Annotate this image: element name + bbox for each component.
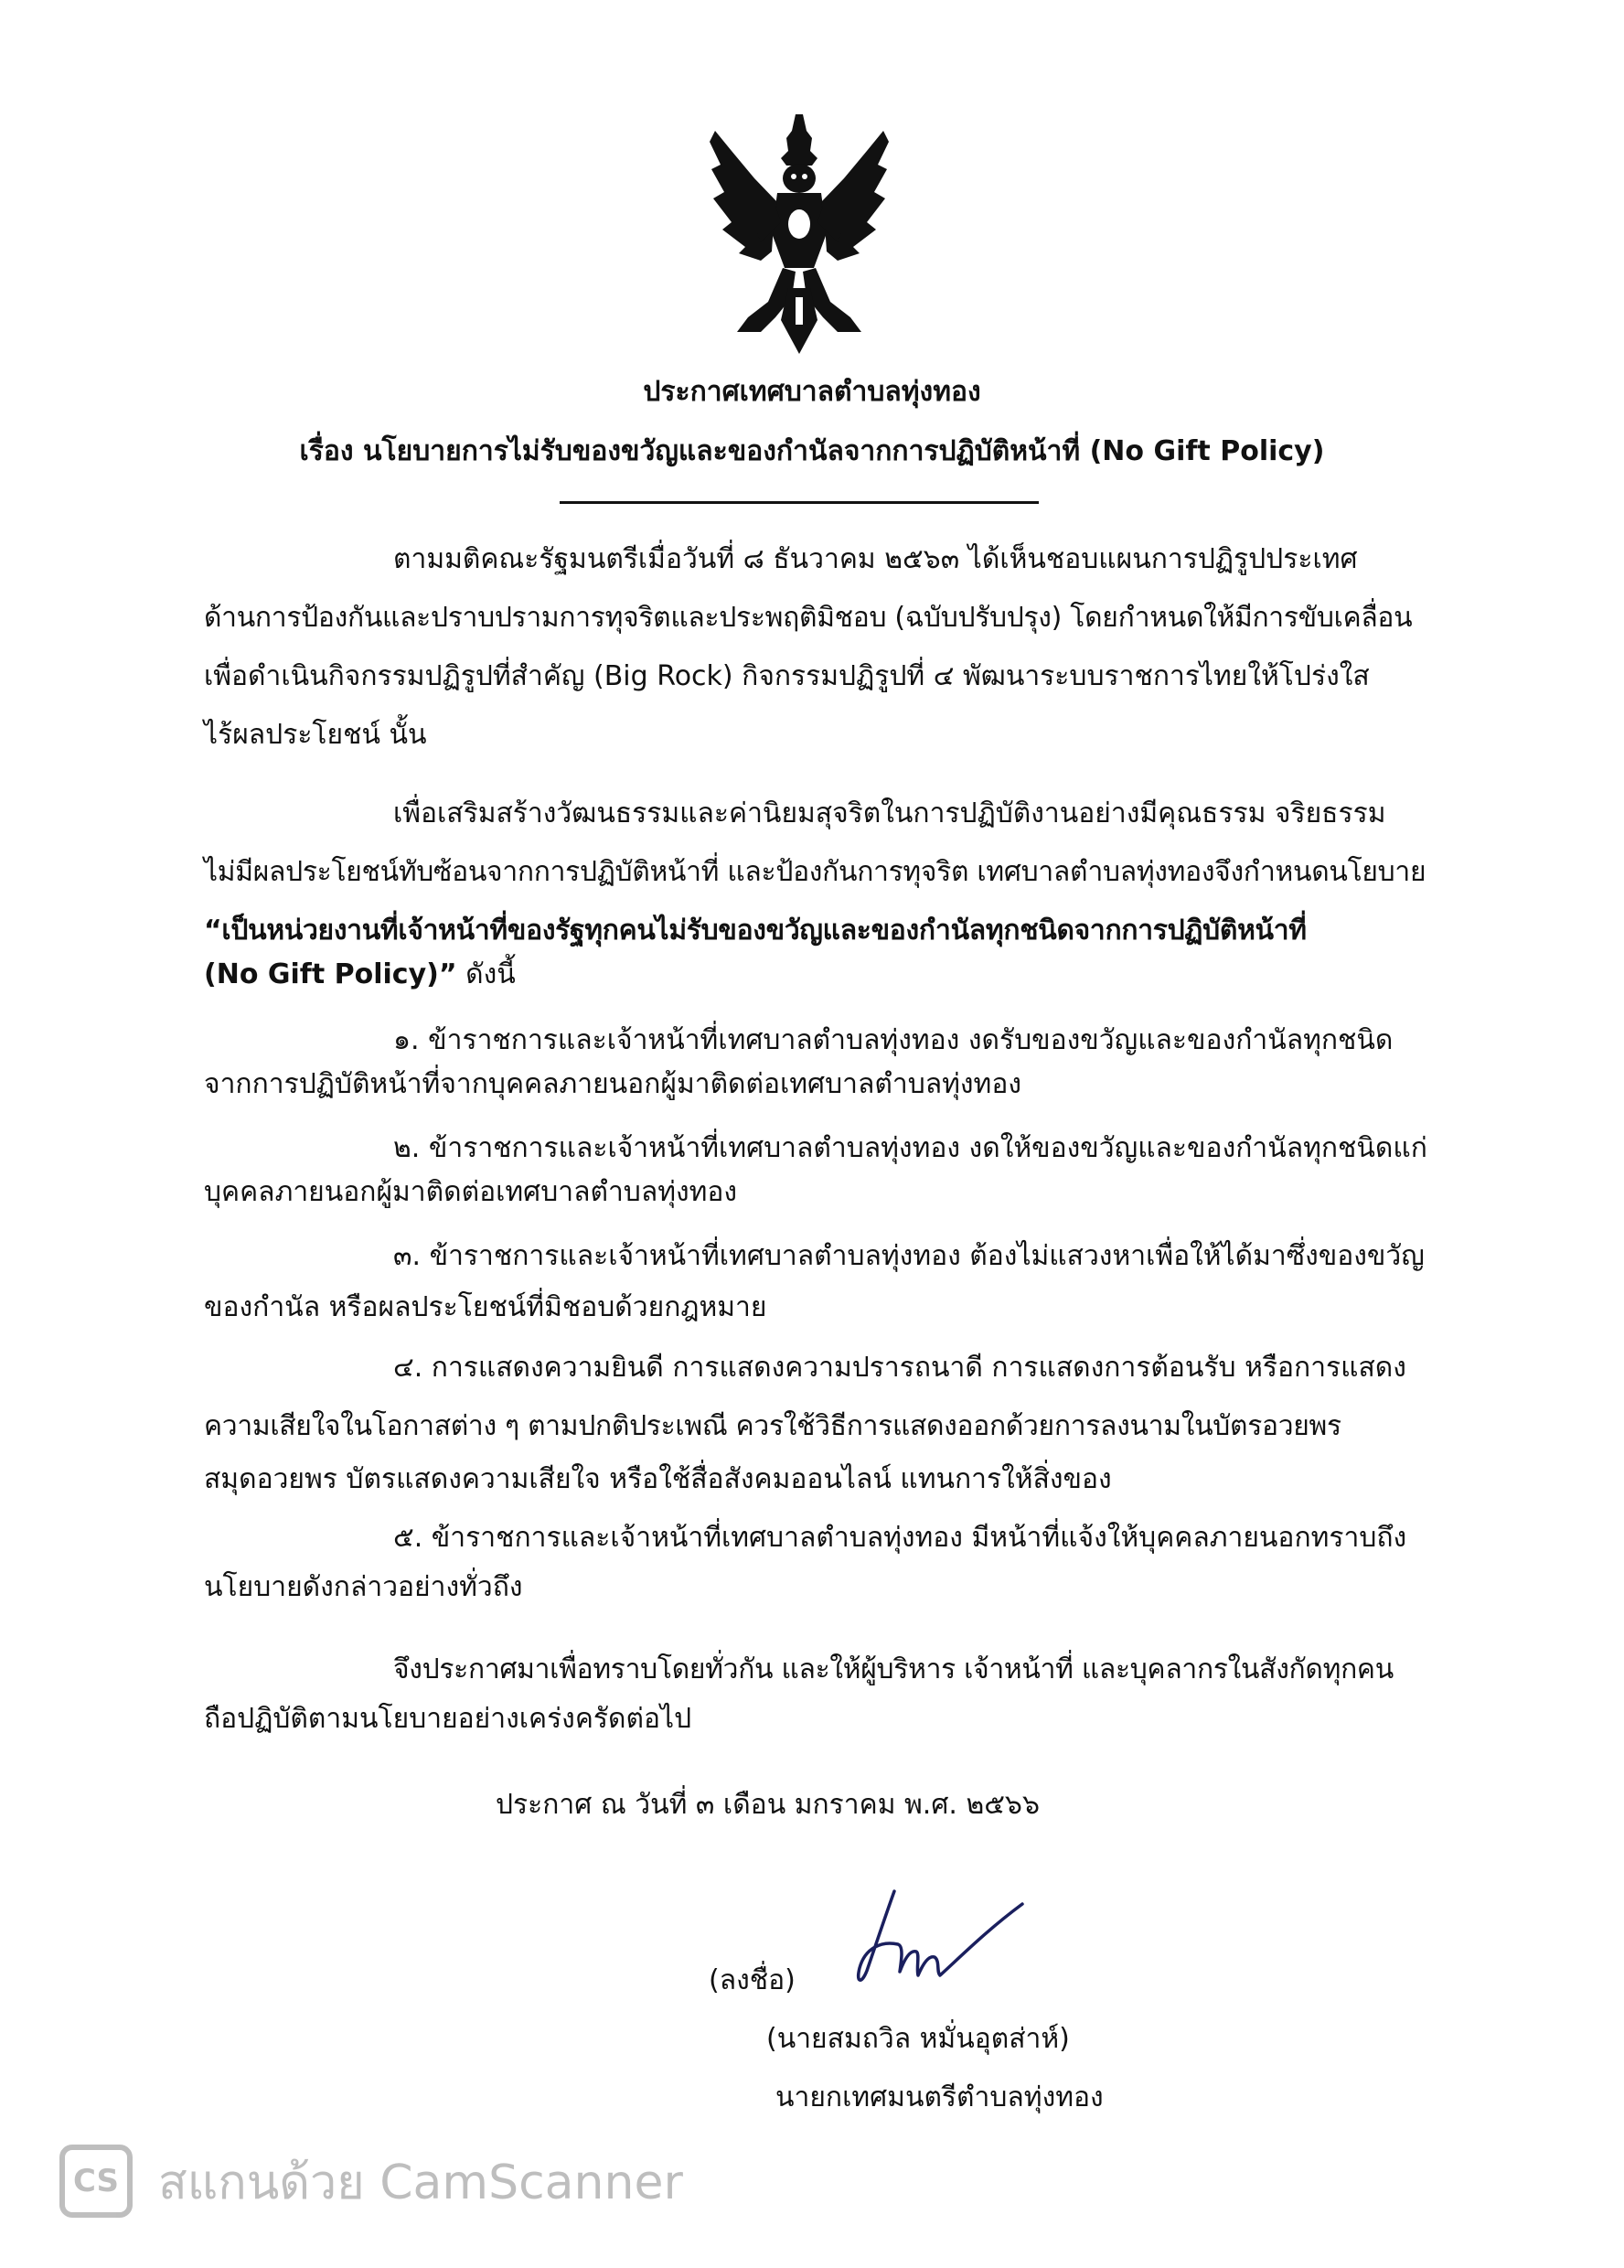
title-divider bbox=[560, 501, 1039, 504]
paragraph1-line3: เพื่อดำเนินกิจกรรมปฏิรูปที่สำคัญ (Big Rock) กิจกรรมปฏิรูปที่ ๔ พัฒนาระบบราชการไทยให้โปร่งใส bbox=[204, 660, 1370, 692]
signatory-name: (นายสมถวิล หมั่นอุตส่าห์) bbox=[766, 2023, 1070, 2055]
item-3-line2: ของกำนัล หรือผลประโยชน์ที่มิชอบด้วยกฎหมาย bbox=[204, 1291, 767, 1323]
item-2-line1: ๒. ข้าราชการและเจ้าหน้าที่เทศบาลตำบลทุ่งทอง งดให้ของขวัญและของกำนัลทุกชนิดแก่ bbox=[393, 1132, 1427, 1164]
closing-line1: จึงประกาศมาเพื่อทราบโดยทั่วกัน และให้ผู้บริหาร เจ้าหน้าที่ และบุคลากรในสังกัดทุกคน bbox=[393, 1653, 1394, 1685]
closing-line2: ถือปฏิบัติตามนโยบายอย่างเคร่งครัดต่อไป bbox=[204, 1703, 692, 1735]
paragraph1-line4: ไร้ผลประโยชน์ นั้น bbox=[204, 719, 427, 751]
item-5-line1: ๕. ข้าราชการและเจ้าหน้าที่เทศบาลตำบลทุ่งทอง มีหน้าที่แจ้งให้บุคคลภายนอกทราบถึง bbox=[393, 1522, 1407, 1554]
item-3-line1: ๓. ข้าราชการและเจ้าหน้าที่เทศบาลตำบลทุ่งทอง ต้องไม่แสวงหาเพื่อให้ได้มาซึ่งของขวัญ bbox=[393, 1240, 1425, 1272]
item-4-line1: ๔. การแสดงความยินดี การแสดงความปรารถนาดี การแสดงการต้อนรับ หรือการแสดง bbox=[393, 1352, 1406, 1384]
document-title: ประกาศเทศบาลตำบลทุ่งทอง bbox=[643, 376, 981, 408]
item-2-line2: บุคคลภายนอกผู้มาติดต่อเทศบาลตำบลทุ่งทอง bbox=[204, 1176, 738, 1208]
paragraph1-line2: ด้านการป้องกันและปราบปรามการทุจริตและประพฤติมิชอบ (ฉบับปรับปรุง) โดยกำหนดให้มีการขับเคลื่อน bbox=[204, 602, 1413, 634]
item-4-line2: ความเสียใจในโอกาสต่าง ๆ ตามปกติประเพณี ควรใช้วิธีการแสดงออกด้วยการลงนามในบัตรอวยพร bbox=[204, 1410, 1341, 1442]
item-4-line3: สมุดอวยพร บัตรแสดงความเสียใจ หรือใช้สื่อสังคมออนไลน์ แทนการให้สิ่งของ bbox=[204, 1463, 1112, 1495]
item-1-line1: ๑. ข้าราชการและเจ้าหน้าที่เทศบาลตำบลทุ่งทอง งดรับของขวัญและของกำนัลทุกชนิด bbox=[393, 1024, 1394, 1056]
policy-statement-suffix: ดังนี้ bbox=[465, 958, 516, 990]
policy-statement-bold: (No Gift Policy)” bbox=[204, 958, 457, 990]
paragraph2-line2: ไม่มีผลประโยชน์ทับซ้อนจากการปฏิบัติหน้าที่ และป้องกันการทุจริต เทศบาลตำบลทุ่งทองจึงกำหนดนโยบาย bbox=[204, 856, 1426, 888]
paragraph1-line1: ตามมติคณะรัฐมนตรีเมื่อวันที่ ๘ ธันวาคม ๒๕๖๓ ได้เห็นชอบแผนการปฏิรูปประเทศ bbox=[393, 543, 1358, 575]
announcement-date: ประกาศ ณ วันที่ ๓ เดือน มกราคม พ.ศ. ๒๕๖๖ bbox=[496, 1789, 1041, 1821]
paragraph2-line1: เพื่อเสริมสร้างวัฒนธรรมและค่านิยมสุจริตในการปฏิบัติงานอย่างมีคุณธรรม จริยธรรม bbox=[393, 797, 1386, 829]
camscanner-logo-icon: CS bbox=[59, 2145, 133, 2218]
policy-statement-line1: “เป็นหน่วยงานที่เจ้าหน้าที่ของรัฐทุกคนไม่รับของขวัญและของกำนัลทุกชนิดจากการปฏิบัติหน้าที่ bbox=[204, 915, 1307, 947]
handwritten-signature bbox=[850, 1884, 1024, 1994]
garuda-emblem-icon bbox=[704, 114, 896, 357]
item-5-line2: นโยบายดังกล่าวอย่างทั่วถึง bbox=[204, 1571, 523, 1603]
camscanner-text: สแกนด้วย CamScanner bbox=[158, 2155, 683, 2210]
signature-label: (ลงชื่อ) bbox=[709, 1964, 796, 1996]
signatory-position: นายกเทศมนตรีตำบลทุ่งทอง bbox=[775, 2081, 1104, 2113]
camscanner-watermark bbox=[59, 2140, 773, 2222]
document-subject: เรื่อง นโยบายการไม่รับของขวัญและของกำนัลจากการปฏิบัติหน้าที่ (No Gift Policy) bbox=[299, 435, 1325, 467]
policy-statement-line2 bbox=[204, 957, 1438, 993]
item-1-line2: จากการปฏิบัติหน้าที่จากบุคคลภายนอกผู้มาติดต่อเทศบาลตำบลทุ่งทอง bbox=[204, 1068, 1021, 1100]
